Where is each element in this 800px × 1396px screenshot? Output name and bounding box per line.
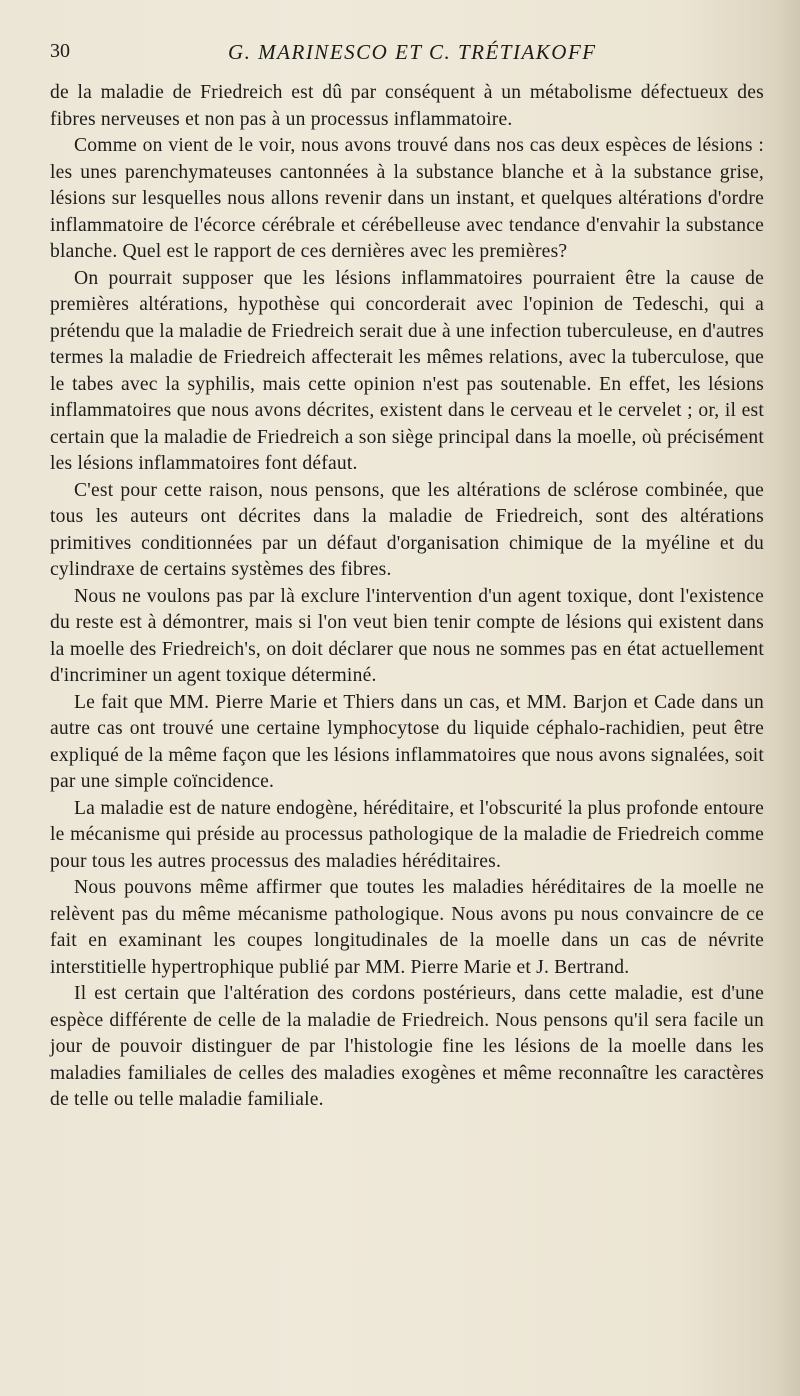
paragraph: Nous pouvons même affirmer que toutes les maladies héréditaires de la moelle ne relèvent pas du même mécanisme pathologique. Nous avons pu nous convaincre de ce fait en examinant les coupes longitudinales de la moelle dans un cas de névrite interstitielle hypertrophique publié par MM. Pierre Marie et J. Bertrand. bbox=[50, 877, 764, 978]
paragraph: C'est pour cette raison, nous pensons, que les altérations de sclérose combinée, que tous les auteurs ont décrites dans la maladie de Friedreich, sont des altérations primitives conditionnées par un défaut d'organisation chimique de la myéline et du cylindraxe de certains systèmes des fibres. bbox=[50, 479, 764, 580]
paragraph: On pourrait supposer que les lésions inflammatoires pourraient être la cause de premières altérations, hypothèse qui concorderait avec l'opinion de Tedeschi, qui a prétendu que la maladie de Friedreich serait due à une infection tuberculeuse, en d'autres termes la maladie de Friedreich affecterait les mêmes relations, avec la tuberculose, que le tabes avec la syphilis, mais cette opinion n'est pas soutenable. En effet, les lésions inflammatoires que nous avons décrites, existent dans le cerveau et le cervelet ; or, il est certain que la maladie de Friedreich a son siège principal dans la moelle, où précisément les lésions inflammatoires font défaut. bbox=[50, 267, 764, 474]
paragraph: La maladie est de nature endogène, héréditaire, et l'obscurité la plus profonde entoure le mécanisme qui préside au processus pathologique de la maladie de Friedreich comme pour tous les autres processus des maladies héréditaires. bbox=[50, 797, 764, 872]
running-head: G. MARINESCO ET C. TRÉTIAKOFF bbox=[228, 40, 597, 64]
paragraph: Il est certain que l'altération des cordons postérieurs, dans cette maladie, est d'une espèce différente de celle de la maladie de Friedreich. Nous pensons qu'il sera facile un jour de pouvoir distinguer de par l'histologie fine les lésions de la moelle dans les maladies familiales de celles des maladies exogènes et même reconnaître les caractères de telle ou telle maladie familiale. bbox=[50, 983, 764, 1110]
paragraph-continued: de la maladie de Friedreich est dû par conséquent à un métabolisme défectueux des fibres nerveuses et non pas à un processus inflammatoire. bbox=[50, 82, 764, 130]
paragraph: Nous ne voulons pas par là exclure l'intervention d'un agent toxique, dont l'existence du reste est à démontrer, mais si l'on veut bien tenir compte de lésions qui existent dans la moelle des Friedreich's, on doit déclarer que nous ne sommes pas en état actuellement d'incriminer un agent toxique déterminé. bbox=[50, 585, 764, 686]
paragraph: Le fait que MM. Pierre Marie et Thiers dans un cas, et MM. Barjon et Cade dans un autre cas ont trouvé une certaine lymphocytose du liquide céphalo-rachidien, peut être expliqué de la même façon que les lésions inflammatoires que nous avons signalées, soit par une simple coïncidence. bbox=[50, 691, 764, 792]
body-text bbox=[50, 80, 764, 1114]
paragraph: Comme on vient de le voir, nous avons trouvé dans nos cas deux espèces de lésions : les unes parenchymateuses cantonnées à la substance blanche et à la substance grise, lésions sur lesquelles nous allons revenir dans un instant, et quelques altérations d'ordre inflammatoire de l'écorce cérébrale et cérébelleuse avec tendance d'envahir la substance blanche. Quel est le rapport de ces dernières avec les premières? bbox=[50, 135, 764, 262]
page-header bbox=[50, 34, 762, 68]
page-number: 30 bbox=[50, 40, 70, 62]
